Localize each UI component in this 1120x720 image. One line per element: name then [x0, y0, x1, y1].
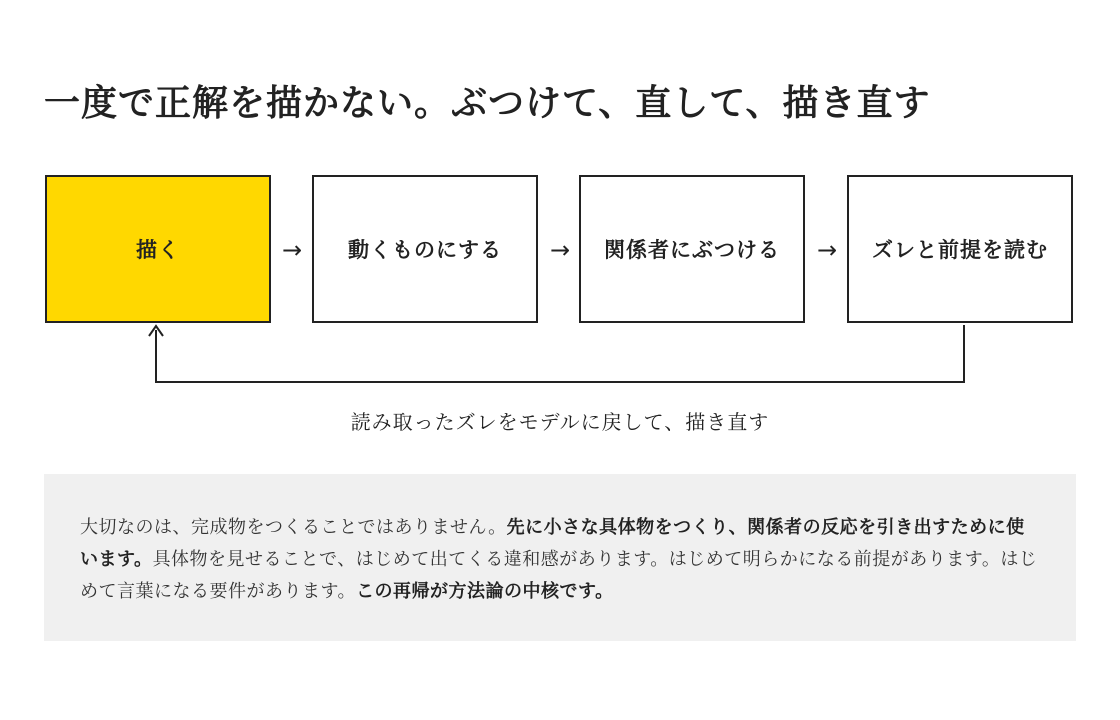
feedback-loop-line	[156, 325, 964, 382]
note-text-2: 具体物を見せることで、はじめて出てくる違和感があります。はじめて明らかになる前提があります。はじめて言葉になる要件があります。	[80, 549, 1038, 602]
right-arrow-icon: →	[816, 236, 838, 264]
step-make-working-label: 動くものにする	[348, 238, 502, 262]
step-draw-box	[45, 175, 271, 323]
step-read-gaps-label: ズレと前提を読む	[872, 238, 1048, 262]
note-text-1: 大切なのは、完成物をつくることではありません。	[80, 517, 507, 538]
step-read-gaps-box	[847, 175, 1073, 323]
step-present-label: 関係者にぶつける	[604, 238, 780, 262]
step-draw-label: 描く	[136, 238, 180, 262]
note-emphasis-1: 先に小さな具体物をつくり、関係者の反応を引き出すために使います。	[80, 517, 1025, 570]
right-arrow-icon: →	[281, 236, 303, 264]
note-emphasis-2: この再帰が方法論の中核です。	[356, 581, 614, 602]
note-panel	[44, 474, 1076, 641]
page-title: 一度で正解を描かない。ぶつけて、直して、描き直す	[44, 83, 931, 124]
step-present-box	[579, 175, 805, 323]
loop-caption: 読み取ったズレをモデルに戻して、描き直す	[350, 410, 770, 434]
step-make-working-box	[312, 175, 538, 323]
right-arrow-icon: →	[549, 236, 571, 264]
